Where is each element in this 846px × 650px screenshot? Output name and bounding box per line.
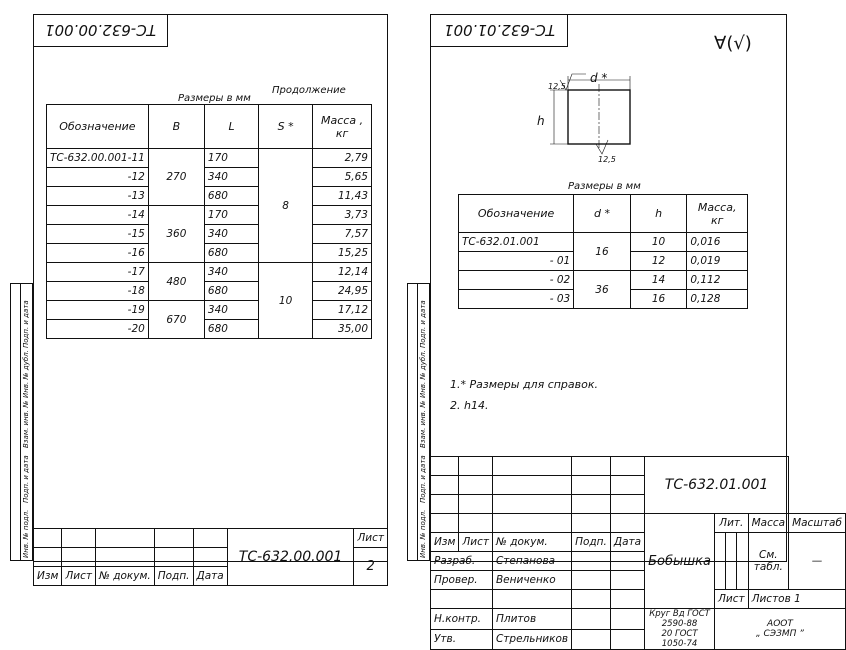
table-row: - 02 36 14 0,112 [459,271,748,290]
right-col-mass: Масса, кг [687,195,748,233]
lit-label: Лит. [714,514,748,533]
roughness-value-1: 12,5 [548,82,566,91]
table-row: -20 680 35,00 [47,320,372,339]
left-side-divider [10,283,21,561]
s-group-1: 8 [259,149,313,263]
right-side-label-5: Инв. № подл. [419,509,427,558]
d-group-2: 36 [574,271,631,309]
left-col-b: B [148,105,204,149]
right-side-label-3: Взам. инв. № [419,400,427,448]
organization: АООТ „ СЭЗМП ” [714,609,845,650]
table-row: -17 480 340 10 12,14 [47,263,372,282]
d-label: d * [590,71,608,85]
material: Круг Вд ГОСТ 2590-88 20 ГОСТ 1050-74 [645,609,715,650]
table-row: -19 670 340 17,12 [47,301,372,320]
role-checker: Провер. [431,571,493,590]
left-side-label-5: Инв. № подл. [22,509,30,558]
right-col-designation: Обозначение [459,195,574,233]
right-side-label-2: Инв. № дубл. [419,350,427,398]
right-top-stamp-text: ТС-632.01.001 [443,21,555,39]
right-col-d: d * [574,195,631,233]
left-col-mass: Масса , кг [313,105,372,149]
part-name: Бобышка [645,514,715,609]
table-row: -13 680 11,43 [47,187,372,206]
b-group-1: 270 [148,149,204,206]
table-row: -16 680 15,25 [47,244,372,263]
table-row: ТС-632.01.001 16 10 0,016 [459,233,748,252]
left-col-l: L [204,105,258,149]
left-sheet-label: Лист [354,529,388,548]
b-group-3: 480 [148,263,204,301]
left-col-designation: Обозначение [47,105,149,149]
sheets-label: Листов 1 [748,590,845,609]
left-side-label-1: Подп. и дата [22,300,30,348]
s-group-2: 10 [259,263,313,339]
roughness-value-2: 12,5 [598,155,616,164]
left-caption-continuation: Продолжение [272,85,346,96]
right-size-table [458,194,748,309]
right-side-label-4: Подп. и дата [419,455,427,503]
table-row: -15 340 7,57 [47,225,372,244]
table-row: -14 360 170 3,73 [47,206,372,225]
note-1: 1.* Размеры для справок. [450,378,599,391]
right-caption-sizes: Размеры в мм [568,181,641,192]
scale-label: Масштаб [789,514,846,533]
left-top-stamp-text: ТС-632.00.001 [45,21,156,39]
left-side-label-2: Инв. № дубл. [22,350,30,398]
right-col-h: h [630,195,687,233]
d-group-1: 16 [574,233,631,271]
signature [572,571,611,590]
note-2: 2. h14. [450,399,489,412]
table-row: - 03 16 0,128 [459,290,748,309]
table-row: -18 680 24,95 [47,282,372,301]
role-norm-control: Н.контр. [431,609,493,630]
left-col-s: S * [259,105,313,149]
left-sheet-number: 2 [354,548,388,586]
signature [572,552,611,571]
table-row: ТС-632.00.001-11 270 170 8 2,79 [47,149,372,168]
scale-value: — [789,533,846,590]
left-bottom-designation: ТС-632.00.001 [227,529,354,586]
sheet-label: Лист [714,590,748,609]
signature [572,629,611,650]
roughness-mark: ∀(√) [714,33,752,54]
table-row: - 01 12 0,019 [459,252,748,271]
left-top-stamp [33,14,168,47]
right-side-label-1: Подп. и дата [419,300,427,348]
signature [572,609,611,630]
left-side-label-3: Взам. инв. № [22,400,30,448]
mass-label: Масса [748,514,788,533]
table-row: -12 340 5,65 [47,168,372,187]
left-bottom-strip: ТС-632.00.001 Лист 2 Изм Лист № докум. Подп. Дата [33,528,388,586]
b-group-2: 360 [148,206,204,263]
b-group-4: 670 [148,301,204,339]
right-title-block: ТС-632.01.001 Бобышка Лит. Масса Масштаб Изм Лист № докум. Подп. Дата См. табл. — Разраб. Степанова Провер. Вениченко Лист Листов 1 Н.контр. Плитов Круг Вд ГОСТ 2590-88 20 ГОСТ 1050-74 АООТ „ СЭЗМП ” Утв. Стрельников [430,456,846,650]
left-side-label-4: Подп. и дата [22,455,30,503]
right-top-stamp [430,14,568,47]
h-label: h [537,114,545,128]
role-approver: Утв. [431,629,493,650]
mass-value: См. табл. [748,533,788,590]
left-size-table [46,104,372,339]
right-side-divider [407,283,418,561]
role-developer: Разраб. [431,552,493,571]
roughness-leader-2 [596,140,608,154]
title-designation: ТС-632.01.001 [645,457,789,514]
left-caption-sizes: Размеры в мм [178,93,251,104]
